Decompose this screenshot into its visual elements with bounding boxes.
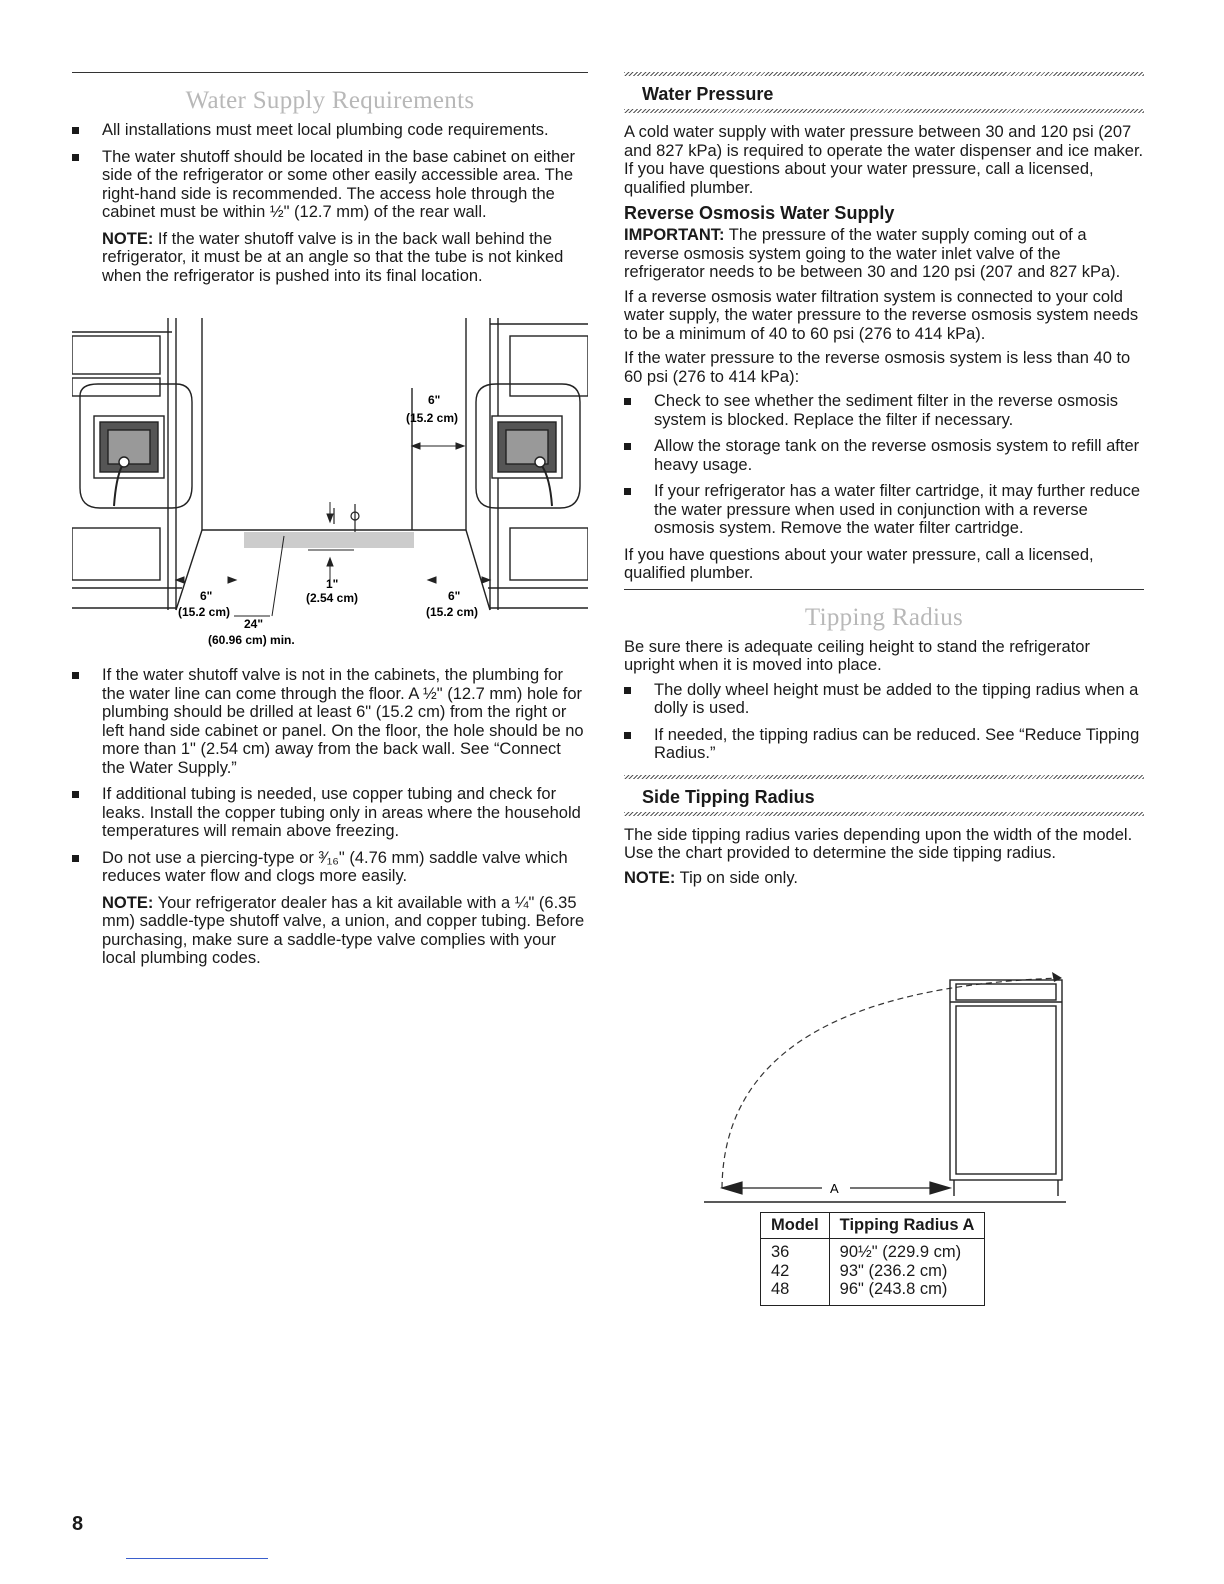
table-header: Tipping Radius A	[829, 1213, 985, 1239]
dim-6-left: 6"	[200, 589, 213, 603]
tipping-bullets	[624, 681, 1144, 763]
ro-important	[624, 226, 1144, 282]
page-number: 8	[72, 1513, 84, 1535]
dim-6-top-cm: (15.2 cm)	[406, 411, 459, 425]
note-text: Your refrigerator dealer has a kit available with a ¼" (6.35 mm) saddle-type shutoff valve, a union, and copper tubing. Before purchasing, make sure a saddle-type valve complies with your local plumbing codes.	[102, 893, 585, 967]
list-item: If needed, the tipping radius can be reduced. See “Reduce Tipping Radius.”	[624, 726, 1144, 763]
ro-paragraph-4: If you have questions about your water pressure, call a licensed, qualified plumber.	[624, 545, 1094, 582]
list-item: The dolly wheel height must be added to the tipping radius when a dolly is used.	[624, 681, 1144, 718]
left-column-lower	[72, 666, 588, 974]
hatch-rule	[624, 72, 1144, 76]
list-item: Allow the storage tank on the reverse osmosis system to refill after heavy usage.	[624, 437, 1144, 474]
ro-bullets	[624, 392, 1144, 538]
refrigerator-outline	[704, 980, 1066, 1202]
dim-24: 24"	[244, 617, 264, 631]
table-cell: 36	[761, 1239, 830, 1262]
table-cell: 96" (243.8 cm)	[829, 1280, 985, 1305]
dim-6-right-cm: (15.2 cm)	[426, 605, 479, 619]
water-supply-bullets-bottom	[72, 666, 588, 886]
ro-paragraph-3: If the water pressure to the reverse osmosis system is less than 40 to 60 psi (276 to 414 kPa):	[624, 349, 1131, 386]
hatch-rule	[624, 109, 1144, 113]
hatch-rule	[624, 812, 1144, 816]
list-item: All installations must meet local plumbing code requirements.	[72, 121, 588, 140]
list-item: If your refrigerator has a water filter cartridge, it may further reduce the water pressure when used in conjunction with a reverse osmosis system. Remove the water filter cartridge.	[624, 482, 1144, 538]
dim-6-top: 6"	[428, 393, 441, 407]
tipping-radius-diagram	[700, 950, 1070, 1210]
side-tipping-paragraph: The side tipping radius varies depending upon the width of the model. Use the chart provided to determine the side tipping radius.	[624, 825, 1133, 862]
list-item: If additional tubing is needed, use copper tubing and check for leaks. Install the copper tubing only in areas where the household temperatures will remain above freezing.	[72, 785, 588, 841]
table-cell: 42	[761, 1262, 830, 1281]
table-row	[761, 1239, 985, 1262]
plumbing-diagram	[72, 318, 588, 648]
dim-1: 1"	[326, 577, 339, 591]
dim-1-cm: (2.54 cm)	[306, 591, 359, 605]
tipping-paragraph-1: Be sure there is adequate ceiling height to stand the refrigerator upright when it is moved into place.	[624, 637, 1090, 674]
list-item: If the water shutoff valve is not in the cabinets, the plumbing for the water line can come through the floor. A ½" (12.7 mm) hole for plumbing should be drilled at least 6" (15.2 cm) from the right or left hand side cabinet or panel. On the floor, the hole should be no more than 1" (2.54 cm) away from the back wall. See “Connect the Water Supply.”	[72, 666, 588, 777]
note-text: If the water shutoff valve is in the back wall behind the refrigerator, it must be at an angle so that the tube is not kinked when the refrigerator is pushed into its final location.	[102, 229, 564, 285]
reverse-osmosis-heading: Reverse Osmosis Water Supply	[624, 203, 895, 223]
dim-6-right: 6"	[448, 589, 461, 603]
hatch-rule	[624, 775, 1144, 779]
floor-valve	[334, 504, 359, 532]
left-column	[72, 72, 588, 291]
tipping-radius-svg	[700, 950, 1070, 1210]
table-row	[761, 1280, 985, 1305]
important-text: The pressure of the water supply coming out of a reverse osmosis system going to the water inlet valve of the refrigerator needs to be between 30 and 120 psi (207 and 827 kPa).	[624, 226, 1121, 281]
plumbing-diagram-svg	[72, 318, 588, 648]
note-label: NOTE:	[624, 868, 676, 887]
table-cell: 48	[761, 1280, 830, 1305]
water-pressure-heading: Water Pressure	[642, 84, 774, 104]
left-upper-drawer	[72, 336, 160, 374]
table-header-row	[761, 1213, 985, 1239]
tipping-radius-table	[760, 1212, 985, 1306]
footer-line	[126, 1558, 268, 1559]
note-label: NOTE:	[102, 893, 154, 912]
floor-shading	[244, 532, 414, 548]
top-rule	[72, 72, 588, 73]
ro-paragraph-2: If a reverse osmosis water filtration system is connected to your cold water supply, the water pressure to the reverse osmosis system needs to be a minimum of 40 to 60 psi (276 to 414 kPa).	[624, 287, 1139, 343]
list-item: Check to see whether the sediment filter in the reverse osmosis system is blocked. Replace the filter if necessary.	[624, 392, 1144, 429]
tipping-arc	[722, 978, 1060, 1188]
dim-6-left-cm: (15.2 cm)	[178, 605, 231, 619]
note-shutoff-back-wall	[72, 230, 588, 286]
list-item: The water shutoff should be located in the base cabinet on either side of the refrigerator or some other easily accessible area. The right-hand side is recommended. The access hole through the cabinet must be within ½" (12.7 mm) of the rear wall.	[72, 148, 588, 222]
label-a: A	[830, 1181, 839, 1196]
note-label: NOTE:	[102, 229, 154, 248]
side-tipping-note	[624, 869, 1144, 888]
section-rule	[624, 589, 1144, 590]
table-row	[761, 1262, 985, 1281]
tipping-radius-title: Tipping Radius	[804, 603, 964, 631]
table-header: Model	[761, 1213, 830, 1239]
list-item: Do not use a piercing-type or ³⁄₁₆" (4.76 mm) saddle valve which reduces water flow and clogs more easily.	[72, 849, 588, 886]
note-text: Tip on side only.	[675, 868, 798, 887]
important-label: IMPORTANT:	[624, 226, 725, 244]
water-supply-bullets-top	[72, 121, 588, 222]
right-column	[624, 72, 1144, 893]
table-cell: 93" (236.2 cm)	[829, 1262, 985, 1281]
water-supply-title: Water Supply Requirements	[185, 87, 475, 114]
side-tipping-heading: Side Tipping Radius	[642, 786, 815, 807]
water-pressure-text: A cold water supply with water pressure between 30 and 120 psi (207 and 827 kPa) is required to operate the water dispenser and ice maker. If you have questions about your water pressure, call a licensed, qualified plumber.	[624, 123, 1144, 197]
dim-24-cm: (60.96 cm) min.	[208, 633, 295, 647]
table-cell: 90½" (229.9 cm)	[829, 1239, 985, 1262]
note-dealer-kit	[72, 894, 588, 968]
